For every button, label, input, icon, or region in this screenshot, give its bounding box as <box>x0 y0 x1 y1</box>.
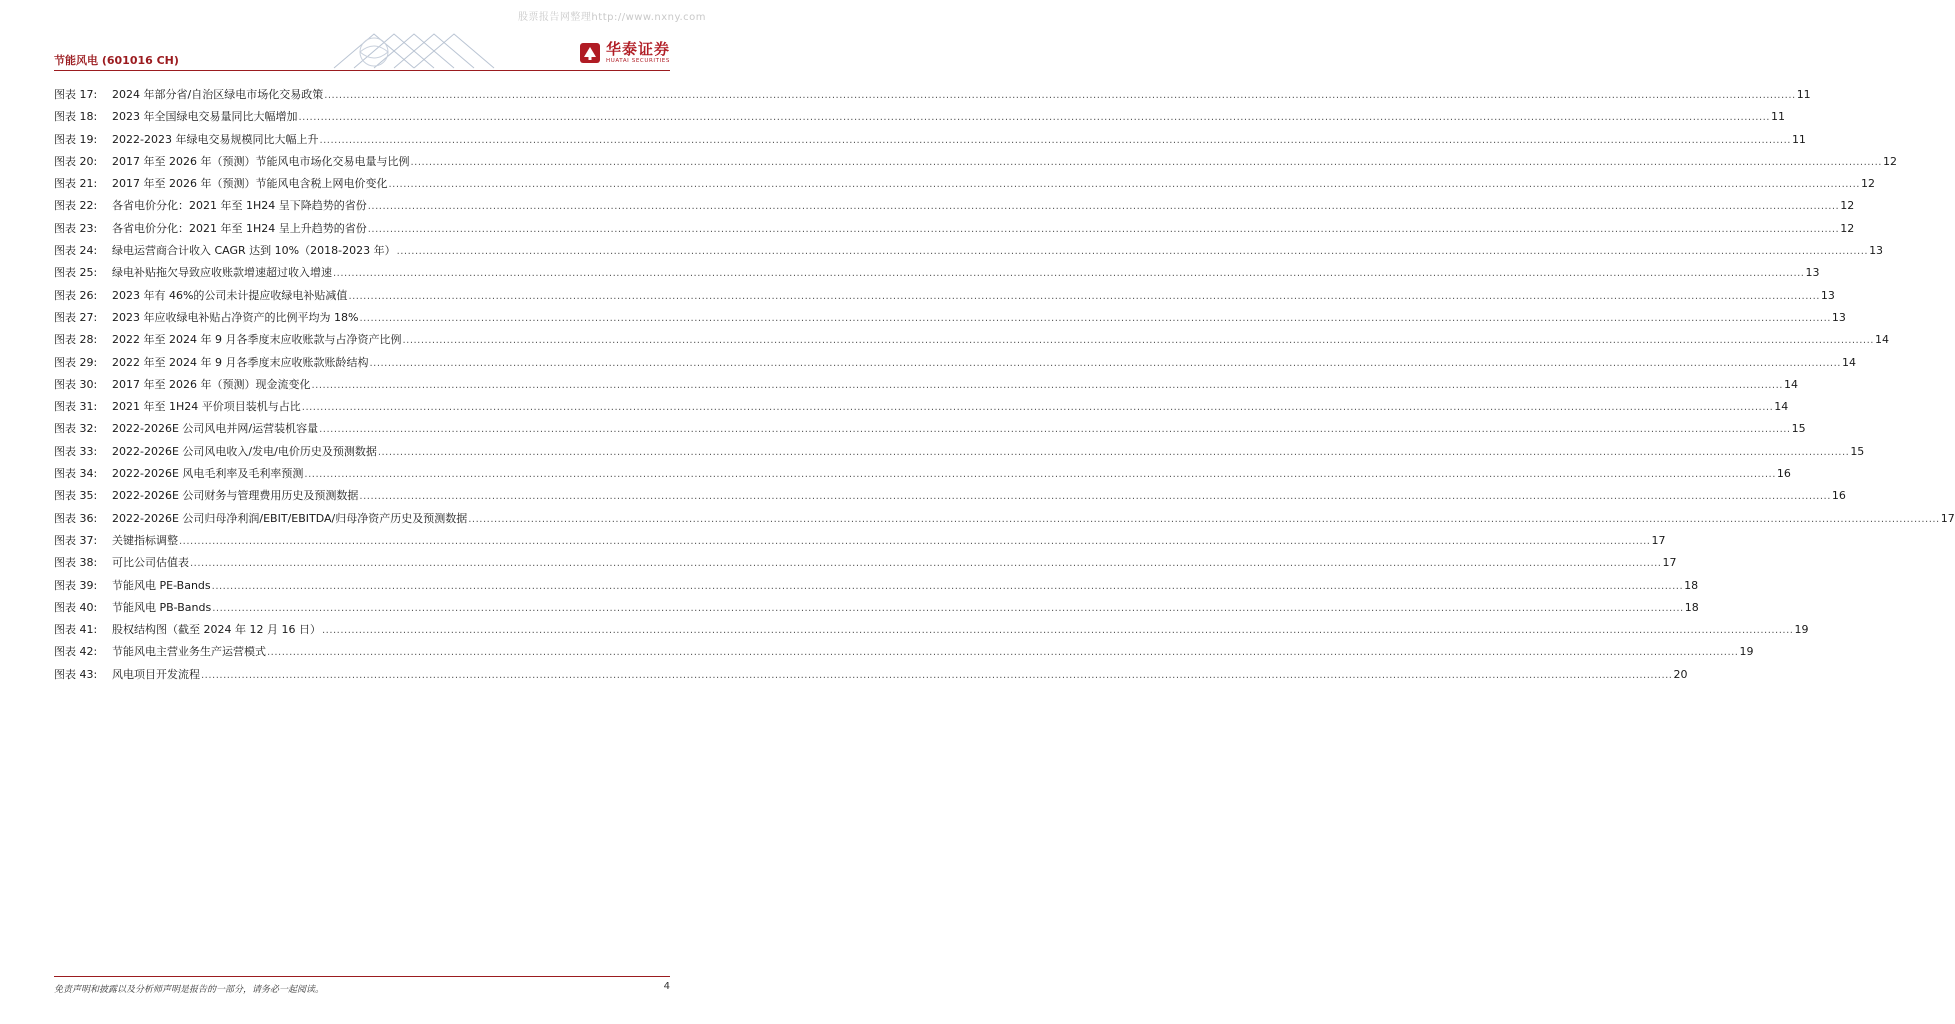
toc-entry-title: 2017 年至 2026 年（预测）节能风电含税上网电价变化 <box>112 177 388 191</box>
toc-entry-title: 2022-2023 年绿电交易规模同比大幅上升 <box>112 132 319 146</box>
toc-entry-title: 风电项目开发流程 <box>112 667 200 681</box>
toc-entry-label: 图表 19: <box>54 132 98 146</box>
toc-entry-page: 14 <box>1783 377 1798 391</box>
toc-entry-label: 图表 23: <box>54 221 98 235</box>
toc-entry[interactable] <box>54 443 1865 465</box>
toc-entry-page: 16 <box>1831 489 1846 503</box>
logo-en-text: HUATAI SECURITIES <box>605 57 670 64</box>
toc-entry-label: 图表 18: <box>54 110 98 124</box>
toc-entry[interactable] <box>54 197 1855 219</box>
toc-entry[interactable] <box>54 354 1856 376</box>
toc-entry-title: 2023 年全国绿电交易量同比大幅增加 <box>112 110 298 124</box>
watermark: 股票报告网整理http://www.nxny.com <box>517 12 706 23</box>
toc-entry-label: 图表 42: <box>54 645 98 659</box>
toc-entry-title: 绿电运营商合计收入 CAGR 达到 10%（2018-2023 年） <box>112 244 396 258</box>
toc-leader-dots: ................................................................................................................................................................................................................................................................................................................................................................................................................ <box>369 357 1841 369</box>
toc-entry[interactable] <box>54 287 1835 309</box>
toc-entry[interactable] <box>54 599 1699 621</box>
toc-leader-dots: ................................................................................................................................................................................................................................................................................................................................................................................................................ <box>396 246 1869 258</box>
toc-leader-dots: ................................................................................................................................................................................................................................................................................................................................................................................................................ <box>377 446 1850 458</box>
company-title: 节能风电 (601016 CH) <box>54 54 179 67</box>
toc-entry-label: 图表 21: <box>54 177 98 191</box>
toc-entry-label: 图表 43: <box>54 667 98 681</box>
toc-leader-dots: ................................................................................................................................................................................................................................................................................................................................................................................................................ <box>311 379 1783 391</box>
toc-leader-dots: ................................................................................................................................................................................................................................................................................................................................................................................................................ <box>410 156 1882 168</box>
toc-entry-page: 17 <box>1940 511 1955 525</box>
toc-leader-dots: ................................................................................................................................................................................................................................................................................................................................................................................................................ <box>190 558 1662 570</box>
toc-leader-dots: ................................................................................................................................................................................................................................................................................................................................................................................................................ <box>201 669 1673 681</box>
toc-leader-dots: ................................................................................................................................................................................................................................................................................................................................................................................................................ <box>319 424 1791 436</box>
toc-entry-page: 18 <box>1684 600 1699 614</box>
toc-entry-label: 图表 24: <box>54 244 98 258</box>
toc-entry-title: 各省电价分化：2021 年至 1H24 呈下降趋势的省份 <box>112 199 367 213</box>
toc-entry[interactable] <box>54 532 1666 554</box>
toc-leader-dots: ................................................................................................................................................................................................................................................................................................................................................................................................................ <box>319 134 1791 146</box>
toc-entry-page: 12 <box>1860 177 1875 191</box>
toc-entry[interactable] <box>54 86 1811 108</box>
toc-entry-label: 图表 26: <box>54 288 98 302</box>
toc-entry-page: 13 <box>1805 266 1820 280</box>
toc-leader-dots: ................................................................................................................................................................................................................................................................................................................................................................................................................ <box>324 90 1796 101</box>
toc-entry[interactable] <box>54 331 1889 353</box>
toc-leader-dots: ................................................................................................................................................................................................................................................................................................................................................................................................................ <box>301 402 1774 414</box>
toc-entry-title: 2022 年至 2024 年 9 月各季度末应收账款账龄结构 <box>112 355 369 369</box>
toc-leader-dots: ................................................................................................................................................................................................................................................................................................................................................................................................................ <box>321 625 1794 637</box>
toc-entry-page: 13 <box>1820 288 1835 302</box>
toc-entry-label: 图表 28: <box>54 333 98 347</box>
toc-entry-page: 13 <box>1869 244 1884 258</box>
toc-entry-page: 14 <box>1841 355 1856 369</box>
page-number: 4 <box>663 981 670 992</box>
toc-entry-title: 2022-2026E 公司财务与管理费用历史及预测数据 <box>112 489 359 503</box>
footer-disclaimer: 免责声明和披露以及分析师声明是报告的一部分，请务必一起阅读。 <box>54 985 325 995</box>
table-of-figures <box>54 86 1955 688</box>
header-decoration-graphic <box>314 30 514 70</box>
toc-entry[interactable] <box>54 131 1806 153</box>
toc-leader-dots: ................................................................................................................................................................................................................................................................................................................................................................................................................ <box>211 580 1684 592</box>
toc-entry-title: 2022-2026E 风电毛利率及毛利率预测 <box>112 467 304 481</box>
toc-leader-dots: ................................................................................................................................................................................................................................................................................................................................................................................................................ <box>267 647 1739 659</box>
toc-entry-label: 图表 32: <box>54 422 98 436</box>
toc-entry[interactable] <box>54 220 1855 242</box>
toc-entry-page: 16 <box>1776 467 1791 481</box>
toc-entry-page: 11 <box>1770 110 1785 124</box>
toc-entry-title: 2022-2026E 公司风电收入/发电/电价历史及预测数据 <box>112 444 377 458</box>
toc-leader-dots: ................................................................................................................................................................................................................................................................................................................................................................................................................ <box>212 602 1684 614</box>
toc-leader-dots: ................................................................................................................................................................................................................................................................................................................................................................................................................ <box>179 535 1651 547</box>
logo-cn-text: 华泰证券 <box>605 39 670 58</box>
toc-entry-page: 12 <box>1882 154 1897 168</box>
toc-entry-page: 20 <box>1673 667 1688 681</box>
toc-entry-title: 2017 年至 2026 年（预测）节能风电市场化交易电量与比例 <box>112 154 410 168</box>
toc-leader-dots: ................................................................................................................................................................................................................................................................................................................................................................................................................ <box>402 335 1874 347</box>
toc-entry-title: 绿电补贴拖欠导致应收账款增速超过收入增速 <box>112 266 332 280</box>
toc-entry-page: 19 <box>1794 623 1809 637</box>
toc-entry[interactable] <box>54 242 1884 264</box>
toc-entry-title: 2023 年有 46%的公司未计提应收绿电补贴减值 <box>112 288 348 302</box>
toc-entry-title: 节能风电主营业务生产运营模式 <box>112 645 266 659</box>
toc-entry[interactable] <box>54 153 1897 175</box>
toc-entry-label: 图表 39: <box>54 578 98 592</box>
toc-leader-dots: ................................................................................................................................................................................................................................................................................................................................................................................................................ <box>367 223 1840 235</box>
toc-entry-page: 19 <box>1739 645 1754 659</box>
toc-leader-dots: ................................................................................................................................................................................................................................................................................................................................................................................................................ <box>333 268 1805 280</box>
toc-entry-title: 可比公司估值表 <box>112 556 189 570</box>
toc-entry[interactable] <box>54 108 1785 130</box>
toc-entry[interactable] <box>54 510 1955 532</box>
toc-entry[interactable] <box>54 420 1806 442</box>
toc-entry-title: 2017 年至 2026 年（预测）现金流变化 <box>112 377 311 391</box>
toc-entry-label: 图表 31: <box>54 400 98 414</box>
footer-divider <box>54 976 670 977</box>
toc-entry-title: 2023 年应收绿电补贴占净资产的比例平均为 18% <box>112 310 359 324</box>
toc-entry-page: 14 <box>1874 333 1889 347</box>
toc-entry-label: 图表 36: <box>54 511 98 525</box>
toc-leader-dots: ................................................................................................................................................................................................................................................................................................................................................................................................................ <box>468 513 1940 525</box>
toc-entry-page: 11 <box>1791 132 1806 146</box>
toc-entry-page: 11 <box>1796 88 1811 101</box>
toc-entry-label: 图表 37: <box>54 533 98 547</box>
toc-entry[interactable] <box>54 398 1789 420</box>
toc-entry[interactable] <box>54 309 1846 331</box>
toc-entry-label: 图表 41: <box>54 623 98 637</box>
toc-entry-page: 15 <box>1850 444 1865 458</box>
toc-entry-label: 图表 22: <box>54 199 98 213</box>
page-header <box>54 30 670 70</box>
toc-entry-page: 15 <box>1791 422 1806 436</box>
toc-entry-page: 13 <box>1831 310 1846 324</box>
toc-entry[interactable] <box>54 376 1798 398</box>
toc-entry-title: 2022 年至 2024 年 9 月各季度末应收账款与占净资产比例 <box>112 333 402 347</box>
toc-entry-label: 图表 20: <box>54 154 98 168</box>
toc-entry-label: 图表 33: <box>54 444 98 458</box>
toc-entry-label: 图表 25: <box>54 266 98 280</box>
toc-entry-page: 14 <box>1774 400 1789 414</box>
toc-entry[interactable] <box>54 554 1677 576</box>
toc-entry[interactable] <box>54 264 1820 286</box>
toc-entry-label: 图表 40: <box>54 600 98 614</box>
toc-entry-title: 各省电价分化：2021 年至 1H24 呈上升趋势的省份 <box>112 221 367 235</box>
toc-entry-title: 2022-2026E 公司归母净利润/EBIT/EBITDA/归母净资产历史及预测数据 <box>112 511 468 525</box>
toc-entry-page: 18 <box>1684 578 1699 592</box>
toc-leader-dots: ................................................................................................................................................................................................................................................................................................................................................................................................................ <box>367 201 1840 213</box>
toc-entry-page: 12 <box>1840 199 1855 213</box>
toc-entry-label: 图表 34: <box>54 467 98 481</box>
toc-entry-title: 节能风电 PB-Bands <box>112 600 212 614</box>
toc-leader-dots: ................................................................................................................................................................................................................................................................................................................................................................................................................ <box>359 312 1831 324</box>
huatai-logo-icon <box>578 41 602 65</box>
toc-leader-dots: ................................................................................................................................................................................................................................................................................................................................................................................................................ <box>304 469 1776 481</box>
toc-entry[interactable] <box>54 175 1875 197</box>
toc-entry-page: 17 <box>1662 556 1677 570</box>
toc-entry-title: 股权结构图（截至 2024 年 12 月 16 日） <box>112 623 321 637</box>
toc-leader-dots: ................................................................................................................................................................................................................................................................................................................................................................................................................ <box>348 290 1820 302</box>
toc-entry[interactable] <box>54 577 1699 599</box>
toc-entry[interactable] <box>54 487 1846 509</box>
huatai-logo <box>578 40 670 66</box>
toc-entry[interactable] <box>54 465 1791 487</box>
toc-entry-page: 12 <box>1840 221 1855 235</box>
toc-entry-label: 图表 27: <box>54 310 98 324</box>
toc-entry[interactable] <box>54 643 1754 665</box>
toc-leader-dots: ................................................................................................................................................................................................................................................................................................................................................................................................................ <box>298 112 1770 124</box>
toc-leader-dots: ................................................................................................................................................................................................................................................................................................................................................................................................................ <box>388 179 1860 191</box>
toc-entry[interactable] <box>54 621 1809 643</box>
toc-entry-label: 图表 17: <box>54 88 98 101</box>
toc-leader-dots: ................................................................................................................................................................................................................................................................................................................................................................................................................ <box>359 491 1831 503</box>
toc-entry-title: 2022-2026E 公司风电并网/运营装机容量 <box>112 422 319 436</box>
toc-entry-page: 17 <box>1651 533 1666 547</box>
toc-entry[interactable] <box>54 666 1688 688</box>
header-divider <box>54 70 670 71</box>
toc-entry-title: 节能风电 PE-Bands <box>112 578 211 592</box>
toc-entry-label: 图表 35: <box>54 489 98 503</box>
toc-entry-title: 关键指标调整 <box>112 533 178 547</box>
toc-entry-title: 2024 年部分省/自治区绿电市场化交易政策 <box>112 88 324 101</box>
toc-entry-label: 图表 38: <box>54 556 98 570</box>
toc-entry-label: 图表 29: <box>54 355 98 369</box>
toc-entry-label: 图表 30: <box>54 377 98 391</box>
toc-entry-title: 2021 年至 1H24 平价项目装机与占比 <box>112 400 301 414</box>
